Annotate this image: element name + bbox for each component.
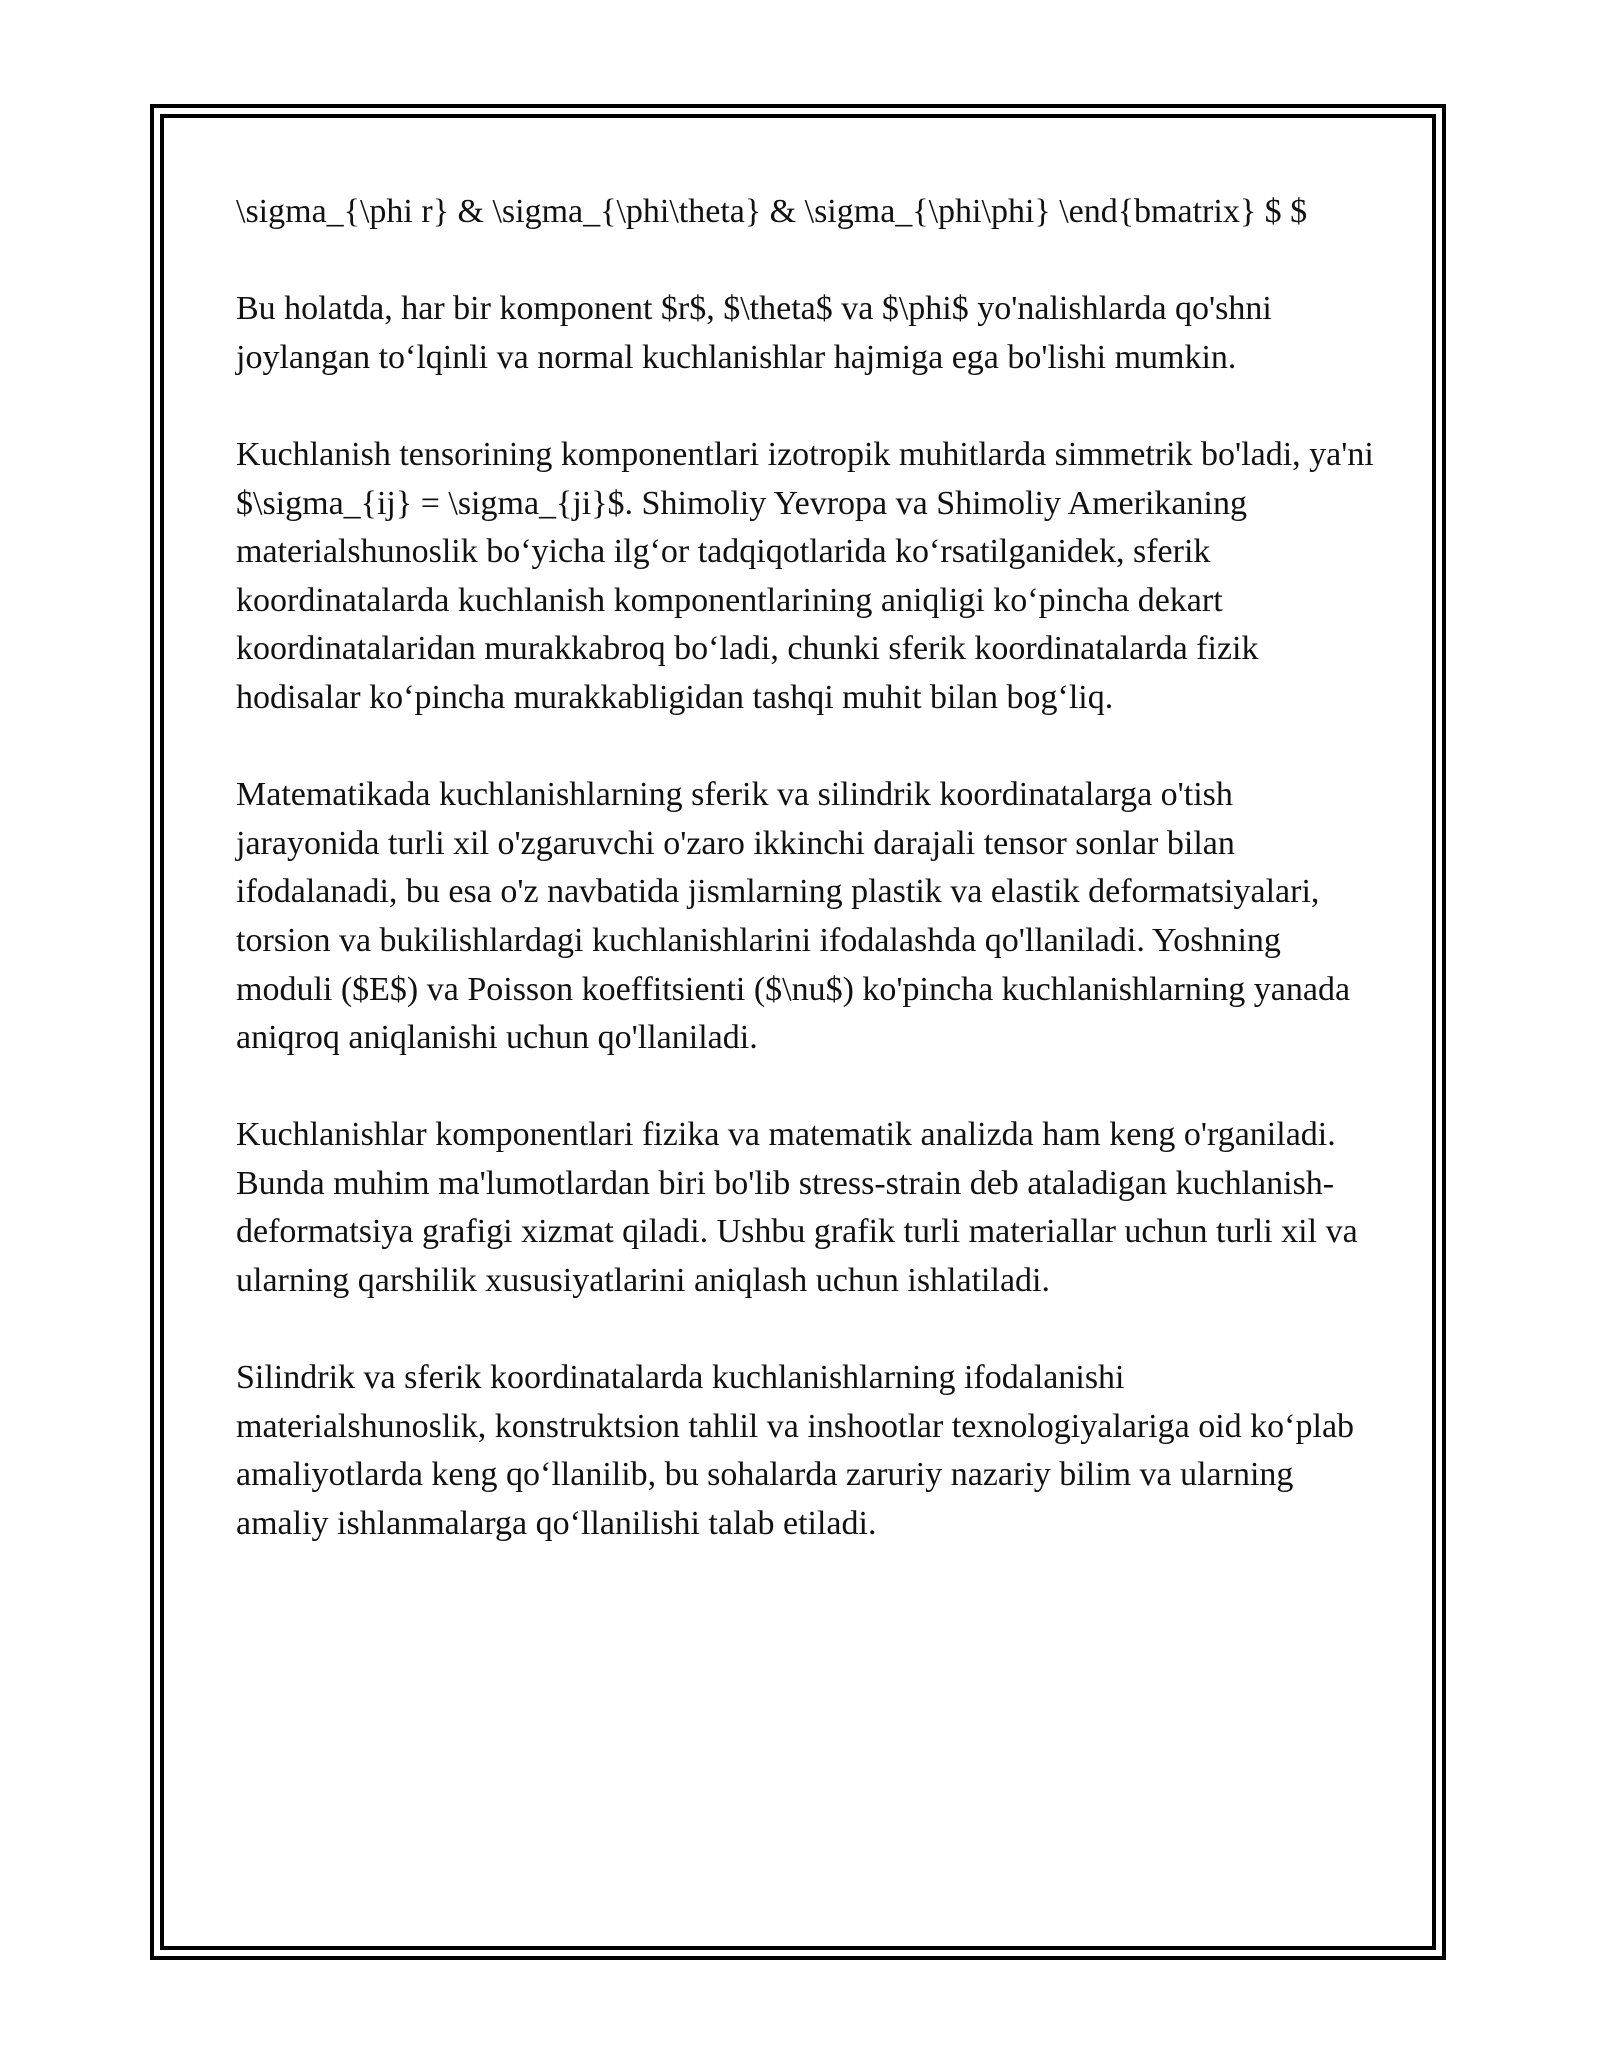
paragraph-components-intro: Bu holatda, har bir komponent $r$, $\theta$ va $\phi$ yo'nalishlarda qo'shni joylangan to‘lqinli va normal kuchlanishlar hajmiga ega bo'lishi mumkin.	[236, 290, 1272, 376]
paragraph-matrix-fragment: \sigma_{\phi r} & \sigma_{\phi\theta} & \sigma_{\phi\phi} \end{bmatrix} $ $	[236, 193, 1308, 230]
paragraph-applications: Silindrik va sferik koordinatalarda kuchlanishlarning ifodalanishi materialshunoslik, konstruktsion tahlil va inshootlar texnologiyalariga oid ko‘plab amaliyotlarda keng qo‘llanilib, bu sohalarda zaruriy nazariy bilim va ularning amaliy ishlanmalarga qo‘llanilishi talab etiladi.	[236, 1359, 1355, 1543]
document-body	[236, 188, 1376, 1597]
paragraph-coordinate-transform: Matematikada kuchlanishlarning sferik va silindrik koordinatalarga o'tish jarayonida turli xil o'zgaruvchi o'zaro ikkinchi darajali tensor sonlar bilan ifodalanadi, bu esa o'z navbatida jismlarning plastik va elastik deformatsiyalari, torsion va bukilishlardagi kuchlanishlarini ifodalashda qo'llaniladi. Yoshning moduli ($E$) va Poisson koeffitsienti ($\nu$) ko'pincha kuchlanishlarning yanada aniqroq aniqlanishi uchun qo'llaniladi.	[236, 776, 1351, 1057]
paragraph-tensor-symmetry: Kuchlanish tensorining komponentlari izotropik muhitlarda simmetrik bo'ladi, ya'ni $\sigma_{ij} = \sigma_{ji}$. Shimoliy Yevropa va Shimoliy Amerikaning materialshunoslik bo‘yicha ilg‘or tadqiqotlarida ko‘rsatilganidek, sferik koordinatalarda kuchlanish komponentlarining aniqligi ko‘pincha dekart koordinatalaridan murakkabroq bo‘ladi, chunki sferik koordinatalarda fizik hodisalar ko‘pincha murakkabligidan tashqi muhit bilan bog‘liq.	[236, 435, 1374, 716]
paragraph-stress-strain: Kuchlanishlar komponentlari fizika va matematik analizda ham keng o'rganiladi. Bunda muhim ma'lumotlardan biri bo'lib stress-strain deb ataladigan kuchlanish-deformatsiya grafigi xizmat qiladi. Ushbu grafik turli materiallar uchun turli xil va ularning qarshilik xususiyatlarini aniqlash uchun ishlatiladi.	[236, 1116, 1358, 1300]
